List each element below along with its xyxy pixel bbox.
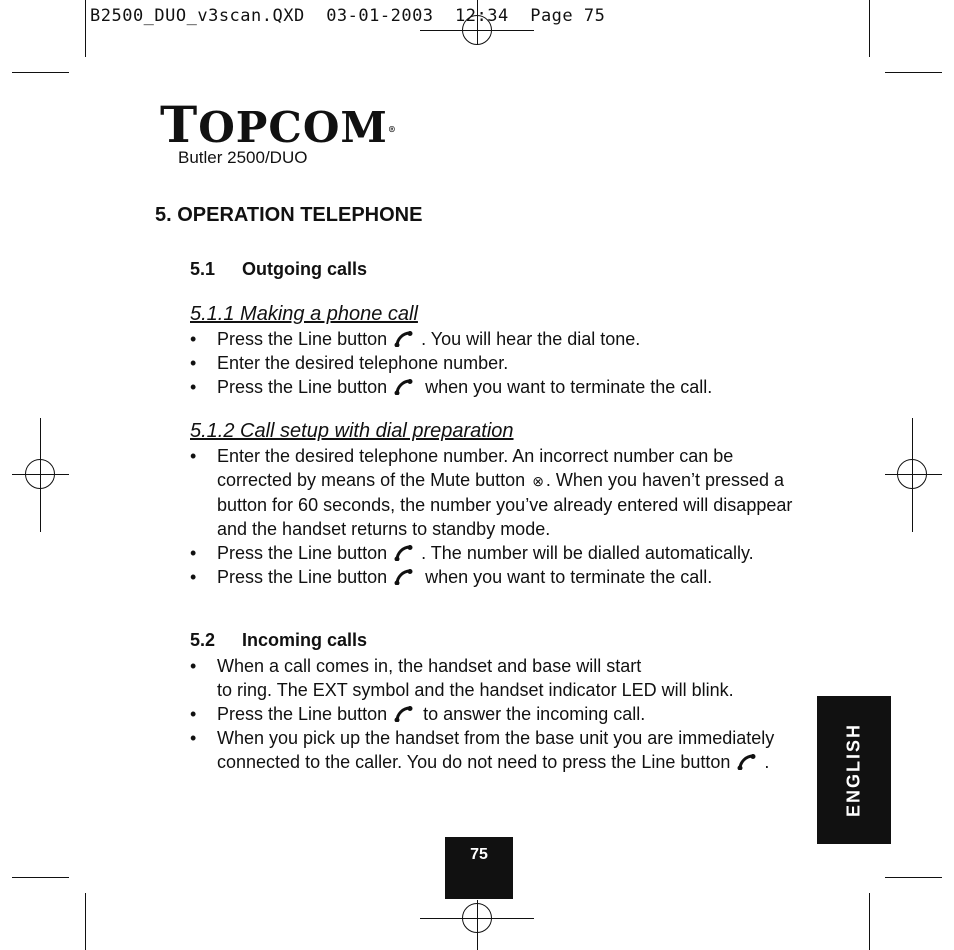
crop-mark bbox=[12, 877, 69, 878]
item-text: to answer the incoming call. bbox=[423, 704, 646, 724]
list-item bbox=[190, 726, 805, 774]
logo-text: OPCOM bbox=[198, 103, 388, 152]
item-text: Press the Line button bbox=[217, 704, 388, 724]
list-item bbox=[190, 565, 800, 589]
crop-mark bbox=[12, 72, 69, 73]
language-tab-label: ENGLISH bbox=[843, 722, 864, 818]
subsection-title: Incoming calls bbox=[242, 630, 368, 650]
page-number: 75 bbox=[470, 846, 488, 863]
item-text: Press the Line button bbox=[217, 377, 388, 397]
bullet-list-5-2 bbox=[190, 654, 805, 774]
item-text: When you pick up the handset from the base unit you are immediately connected to the caller. You do not need to press the Line button bbox=[217, 728, 775, 772]
phone-handset-icon bbox=[393, 331, 415, 347]
mute-icon: ⊗ bbox=[532, 473, 544, 489]
subsubsection-heading-5-1-1: 5.1.1 Making a phone call bbox=[190, 303, 418, 325]
registered-mark: ® bbox=[387, 124, 397, 134]
registration-circle bbox=[25, 459, 55, 489]
slug-time: 12:34 bbox=[455, 6, 509, 26]
list-item bbox=[190, 444, 800, 541]
item-text: to ring. The EXT symbol and the handset indicator LED will blink. bbox=[217, 680, 734, 700]
print-slug bbox=[90, 6, 605, 26]
crop-mark bbox=[885, 877, 942, 878]
list-item bbox=[190, 327, 810, 351]
phone-handset-icon bbox=[393, 569, 415, 585]
subsection-heading-5-1 bbox=[190, 259, 367, 280]
registration-circle bbox=[897, 459, 927, 489]
phone-handset-icon bbox=[393, 379, 415, 395]
language-tab bbox=[817, 696, 891, 844]
item-text: Press the Line button bbox=[217, 329, 388, 349]
item-text: Enter the desired telephone number. An incorrect number can be corrected by means of the Mute button bbox=[217, 446, 734, 490]
item-text: . When you haven’t pressed a button for 60 seconds, the number you’ve already entered will disappear and the handset returns to standby mode. bbox=[217, 470, 793, 539]
item-text: Enter the desired telephone number. bbox=[217, 353, 509, 373]
list-item bbox=[190, 375, 810, 399]
subsubsection-heading-5-1-2: 5.1.2 Call setup with dial preparation bbox=[190, 420, 514, 442]
bullet-list-5-1-2 bbox=[190, 444, 800, 589]
slug-page-number: 75 bbox=[583, 6, 606, 26]
registration-circle bbox=[462, 903, 492, 933]
subsection-heading-5-2 bbox=[190, 630, 367, 651]
item-text: . The number will be dialled automatically. bbox=[421, 543, 754, 563]
topcom-logo bbox=[160, 95, 397, 154]
crop-mark bbox=[869, 0, 870, 57]
list-item bbox=[190, 351, 810, 375]
phone-handset-icon bbox=[393, 706, 415, 722]
item-text: when you want to terminate the call. bbox=[425, 567, 713, 587]
crop-mark bbox=[869, 893, 870, 950]
slug-file: B2500_DUO_v3scan.QXD bbox=[90, 6, 305, 26]
page-number-tab bbox=[445, 837, 513, 899]
item-text: when you want to terminate the call. bbox=[425, 377, 713, 397]
subsection-number: 5.1 bbox=[190, 259, 216, 279]
model-name: Butler 2500/DUO bbox=[178, 148, 308, 167]
item-text: When a call comes in, the handset and base will start bbox=[217, 656, 642, 676]
section-title: 5. OPERATION TELEPHONE bbox=[155, 204, 423, 226]
crop-mark bbox=[885, 72, 942, 73]
crop-mark bbox=[85, 0, 86, 57]
item-text: . bbox=[764, 752, 770, 772]
phone-handset-icon bbox=[393, 545, 415, 561]
subsection-number: 5.2 bbox=[190, 630, 216, 650]
subsection-title: Outgoing calls bbox=[242, 259, 368, 279]
phone-handset-icon bbox=[736, 754, 758, 770]
crop-mark bbox=[85, 893, 86, 950]
list-item bbox=[190, 702, 805, 726]
list-item bbox=[190, 654, 805, 702]
slug-date: 03-01-2003 bbox=[326, 6, 434, 26]
item-text: . You will hear the dial tone. bbox=[421, 329, 641, 349]
item-text: Press the Line button bbox=[217, 567, 388, 587]
slug-page-label: Page bbox=[530, 6, 574, 26]
bullet-list-5-1-1 bbox=[190, 327, 810, 399]
list-item bbox=[190, 541, 800, 565]
item-text: Press the Line button bbox=[217, 543, 388, 563]
logo-first-letter: T bbox=[160, 95, 199, 154]
